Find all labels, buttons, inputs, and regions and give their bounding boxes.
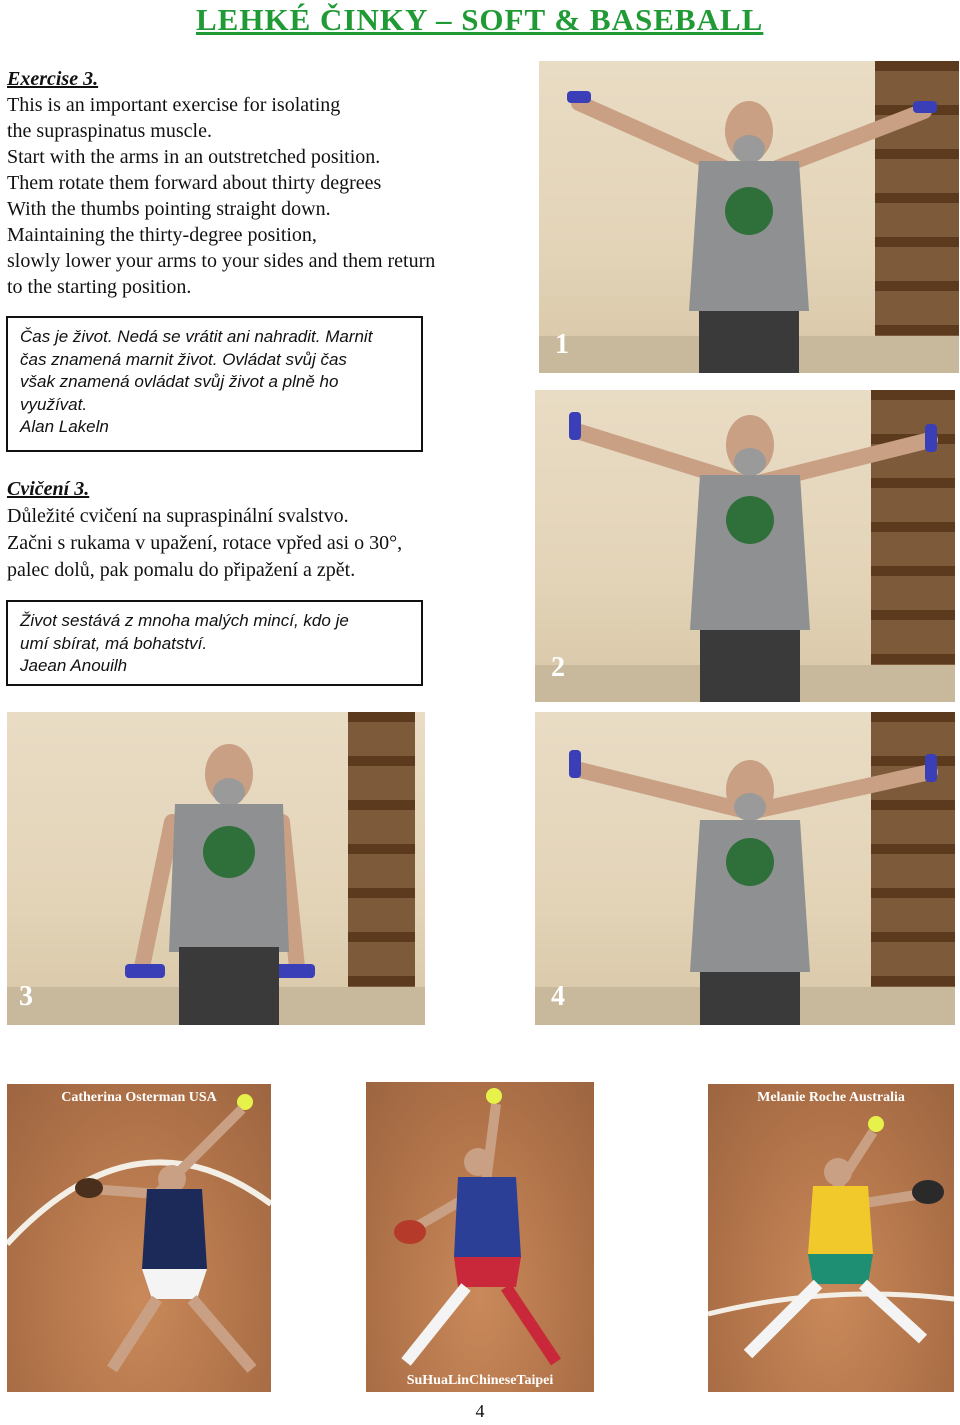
softball-photo-roche [708, 1084, 954, 1392]
person-arms-out-figure [539, 61, 959, 373]
page-title: LEHKÉ ČINKY – SOFT & BASEBALL [196, 2, 764, 37]
page-number: 4 [475, 1401, 485, 1421]
person-arms-down-figure [7, 712, 425, 1025]
exercise-czech-heading: Cvičení 3. [7, 478, 90, 500]
softball-pitcher-figure [708, 1084, 954, 1392]
photo-number: 1 [555, 329, 569, 360]
quote-author: Jaean Anouilh [20, 656, 128, 675]
quote-line: Život sestává z mnoha malých mincí, kdo je [20, 611, 349, 630]
quote-line: čas znamená marnit život. Ovládat svůj čas [20, 349, 347, 369]
exercise-english-line: Maintaining the thirty-degree position, [7, 224, 317, 246]
photo-caption: Catherina Osterman USA [61, 1090, 217, 1105]
exercise-czech-line: Začni s rukama v upažení, rotace vpřed asi o 30°, [7, 532, 403, 554]
quote-line: však znamená ovládat svůj život a plně ho [20, 372, 339, 391]
person-arms-rotated-figure [535, 390, 955, 702]
softball-pitcher-figure [7, 1084, 271, 1392]
exercise-photo-1 [539, 61, 959, 373]
photo-caption: SuHuaLinChineseTaipei [406, 1373, 554, 1388]
exercise-czech [7, 476, 527, 584]
exercise-english-line: This is an important exercise for isolating [7, 94, 341, 116]
exercise-english-heading: Exercise 3. [7, 68, 99, 90]
quote-box-2 [6, 600, 423, 686]
exercise-english-line: With the thumbs pointing straight down. [7, 198, 331, 220]
quote-line: umí sbírat, má bohatství. [20, 633, 208, 653]
photo-number: 2 [551, 652, 565, 683]
photo-caption: Melanie Roche Australia [757, 1090, 905, 1105]
softball-photo-osterman [7, 1084, 271, 1392]
softball-pitcher-figure [366, 1082, 594, 1392]
exercise-czech-line: palec dolů, pak pomalu do připažení a zpět. [7, 559, 356, 581]
photo-number: 4 [551, 981, 565, 1012]
quote-box-1 [6, 316, 423, 452]
photo-number: 3 [19, 981, 33, 1012]
exercise-english [7, 66, 527, 300]
exercise-photo-2 [535, 390, 955, 702]
exercise-english-line: Start with the arms in an outstretched position. [7, 146, 381, 168]
quote-line: využívat. [20, 394, 88, 414]
exercise-photo-3 [7, 712, 425, 1025]
exercise-english-line: slowly lower your arms to your sides and them return [7, 250, 436, 272]
exercise-english-line: to the starting position. [7, 276, 192, 298]
exercise-english-line: Them rotate them forward about thirty degrees [7, 172, 382, 194]
quote-author: Alan Lakeln [20, 417, 109, 436]
exercise-czech-line: Důležité cvičení na supraspinální svalstvo. [7, 505, 349, 527]
exercise-english-line: the supraspinatus muscle. [7, 120, 212, 142]
softball-photo-sulin [366, 1082, 594, 1392]
quote-line: Čas je život. Nedá se vrátit ani nahradit. Marnit [20, 327, 373, 346]
person-arms-rotated-figure [535, 712, 955, 1025]
exercise-photo-4 [535, 712, 955, 1025]
